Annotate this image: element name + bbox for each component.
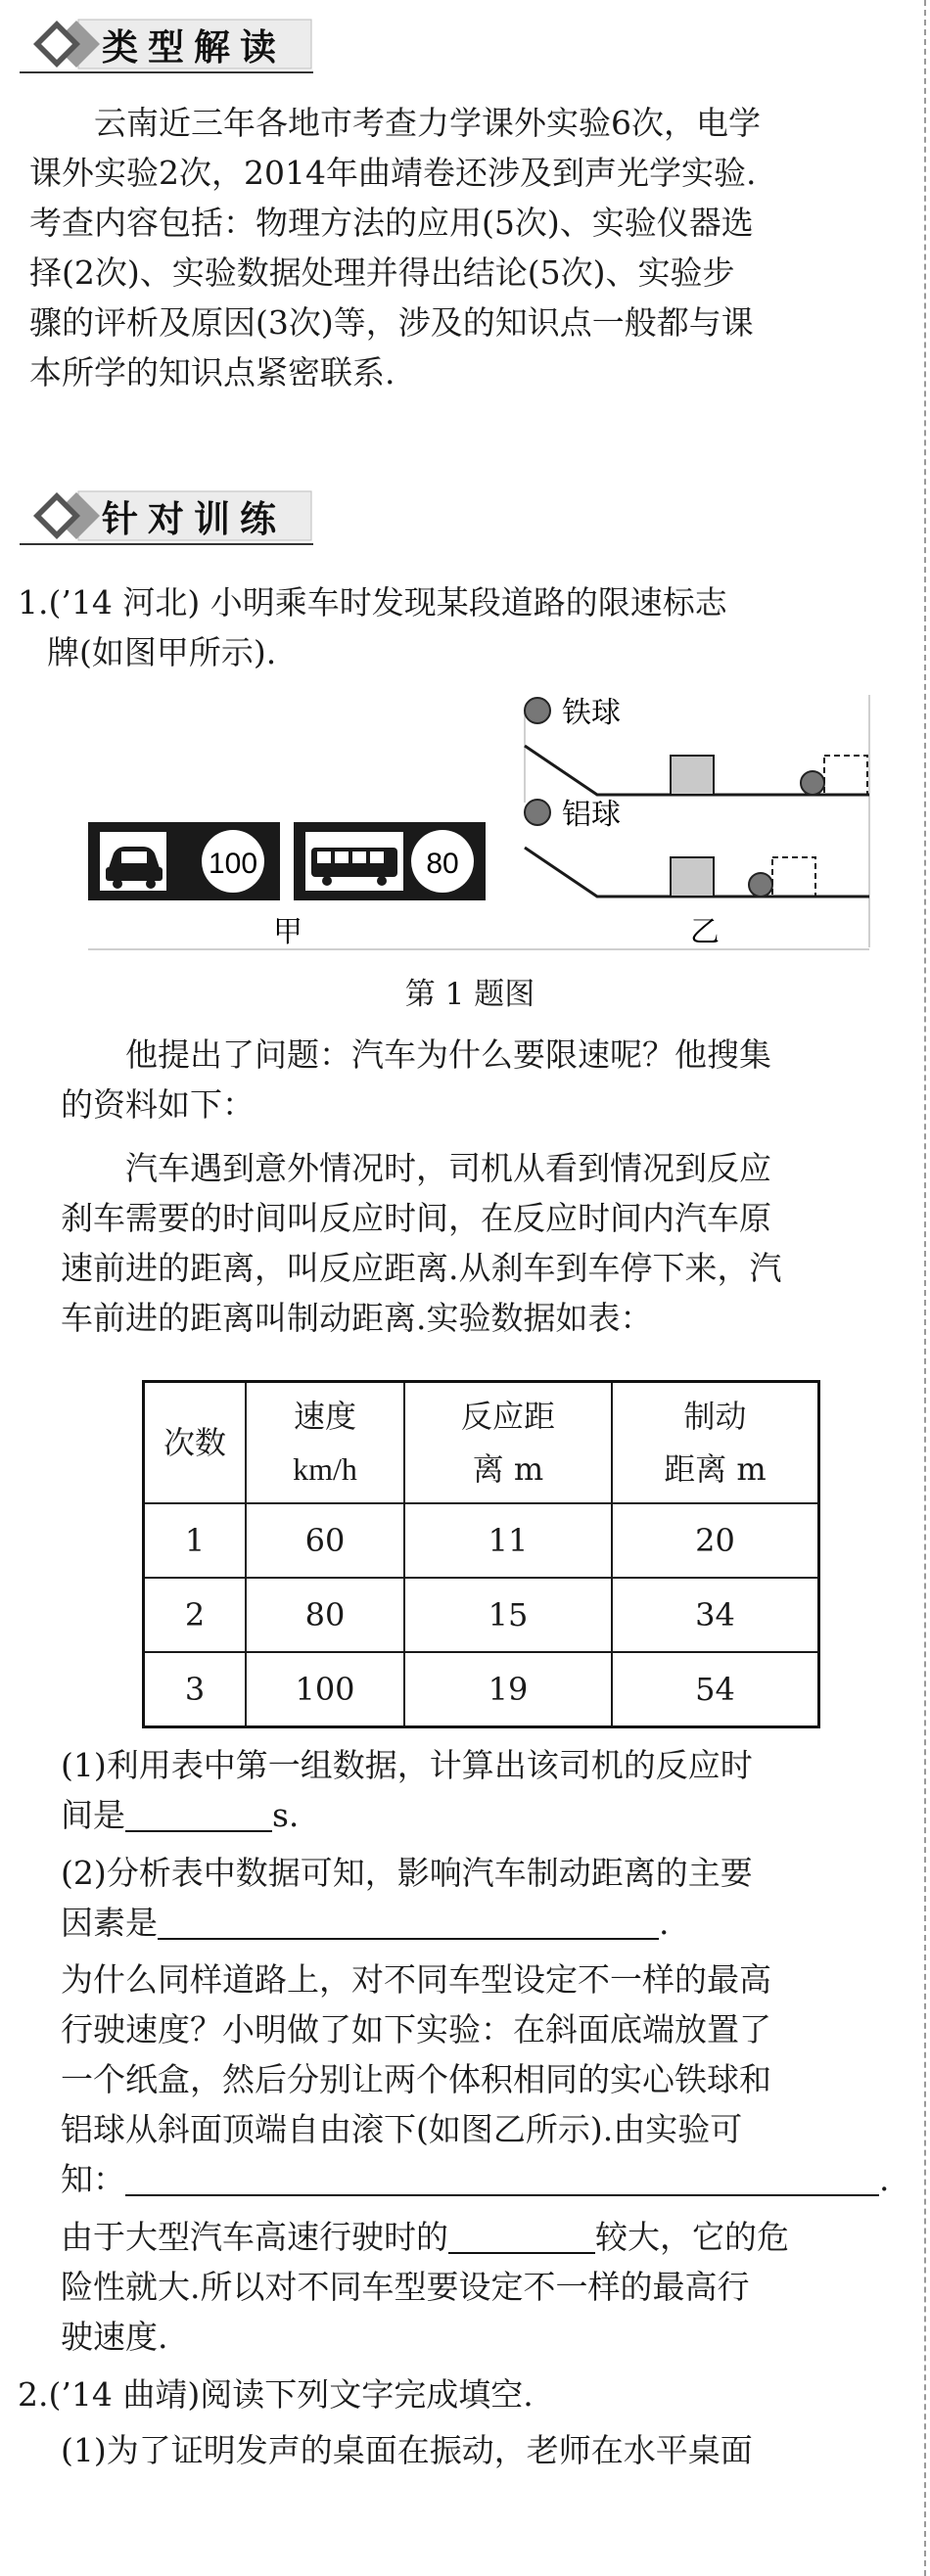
answer-blank[interactable] (448, 2217, 595, 2254)
q1-paragraph-question (61, 1030, 905, 1129)
intro-line: 考查内容包括：物理方法的应用(5次)、实验仪器选 (29, 204, 754, 242)
speed-sign-car (88, 822, 280, 900)
intro-line: 择(2次)、实验数据处理并得出结论(5次)、实验步 (29, 253, 735, 292)
label-yi: 乙 (690, 915, 720, 949)
figure-1-caption: 第 1 题图 (404, 977, 535, 1012)
q1-sub1-line2: 间是 s. (61, 1796, 300, 1834)
table-header-cell: 反应距 离 m (404, 1382, 612, 1504)
table-cell: 15 (404, 1578, 612, 1652)
sign-car-speed: 100 (208, 848, 258, 880)
paragraph-line: 为什么同样道路上，对不同车型设定不一样的最高 (61, 1960, 771, 1999)
table-cell: 1 (144, 1503, 247, 1578)
table-header-cell: 次数 (144, 1382, 247, 1504)
table-row (144, 1503, 819, 1578)
q1-sub3-end: 知： . (61, 2160, 890, 2198)
table-cell: 11 (404, 1503, 612, 1578)
table-cell: 3 (144, 1652, 247, 1727)
dashed-margin-rule (924, 0, 926, 2576)
q1-sub2-line2: 因素是 . (61, 1904, 670, 1942)
section-badge-type-analysis (20, 14, 313, 74)
table-cell: 2 (144, 1578, 247, 1652)
label-jia: 甲 (273, 915, 302, 949)
q1-sub2-line1: (2)分析表中数据可知，影响汽车制动距离的主要 (61, 1854, 753, 1892)
section-title: 类型解读 (102, 26, 286, 69)
paragraph-line: 的资料如下： (61, 1085, 255, 1124)
table-cell: 54 (612, 1652, 819, 1727)
q2-heading: 2.(’14 曲靖)阅读下列文字完成填空. (18, 2375, 534, 2414)
paragraph-line: 速前进的距离，叫反应距离.从刹车到车停下来，汽 (61, 1249, 782, 1287)
paragraph-line: 刹车需要的时间叫反应时间，在反应时间内汽车原 (61, 1199, 771, 1237)
section-badge-practice (20, 485, 313, 546)
table-cell: 34 (612, 1578, 819, 1652)
q1-sub3 (61, 1955, 905, 2154)
table-cell: 80 (246, 1578, 404, 1652)
figure-1-drawing (78, 685, 881, 959)
sign-bus-speed: 80 (426, 848, 459, 880)
paragraph-line: 他提出了问题：汽车为什么要限速呢？他搜集 (125, 1035, 771, 1074)
table-cell: 20 (612, 1503, 819, 1578)
q1-paragraph-data (61, 1143, 905, 1343)
q1-sub1-line1: (1)利用表中第一组数据，计算出该司机的反应时 (61, 1746, 753, 1784)
table-cell: 100 (246, 1652, 404, 1727)
paragraph-line: 行驶速度？小明做了如下实验：在斜面底端放置了 (61, 2010, 771, 2048)
intro-line: 骤的评析及原因(3次)等，涉及的知识点一般都与课 (29, 303, 754, 342)
table-row (144, 1578, 819, 1652)
table-header-row (144, 1382, 819, 1504)
figure-1 (78, 685, 881, 959)
table-cell: 19 (404, 1652, 612, 1727)
q1-sub4-line3: 驶速度. (61, 2318, 168, 2356)
answer-blank[interactable] (125, 2159, 879, 2196)
q1-sub4-line2: 险性就大.所以对不同车型要设定不一样的最高行 (61, 2268, 750, 2306)
intro-line: 本所学的知识点紧密联系. (29, 353, 395, 391)
intro-paragraph (29, 98, 901, 397)
paragraph-line: 车前进的距离叫制动距离.实验数据如表： (61, 1299, 653, 1337)
q1-heading: 1.(’14 河北) 小明乘车时发现某段道路的限速标志 (18, 583, 727, 621)
q1-heading-cont: 牌(如图甲所示). (47, 633, 277, 671)
paragraph-line: 汽车遇到意外情况时，司机从看到情况到反应 (125, 1149, 771, 1187)
section-title: 针对训练 (102, 498, 286, 540)
q1-sub4-line1: 由于大型汽车高速行驶时的 较大，它的危 (61, 2218, 789, 2256)
table-header-cell: 速度 km/h (246, 1382, 404, 1504)
paragraph-line: 一个纸盒，然后分别让两个体积相同的实心铁球和 (61, 2060, 771, 2098)
speed-sign-bus (294, 822, 486, 900)
table-cell: 60 (246, 1503, 404, 1578)
paragraph-line: 铝球从斜面顶端自由滚下(如图乙所示).由实验可 (61, 2110, 743, 2148)
table-row (144, 1652, 819, 1727)
label-aluminum-ball: 铝球 (562, 798, 621, 832)
q2-sub1: (1)为了证明发声的桌面在振动，老师在水平桌面 (61, 2431, 753, 2469)
intro-line: 云南近三年各地市考查力学课外实验6次，电学 (94, 104, 761, 142)
intro-line: 课外实验2次，2014年曲靖卷还涉及到声光学实验. (29, 154, 757, 192)
data-table (142, 1380, 820, 1728)
iron-ball (525, 698, 550, 723)
aluminum-ball (525, 800, 550, 825)
answer-blank[interactable] (125, 1795, 272, 1832)
answer-blank[interactable] (158, 1903, 659, 1940)
table-header-cell: 制动 距离 m (612, 1382, 819, 1504)
label-iron-ball: 铁球 (562, 696, 621, 730)
